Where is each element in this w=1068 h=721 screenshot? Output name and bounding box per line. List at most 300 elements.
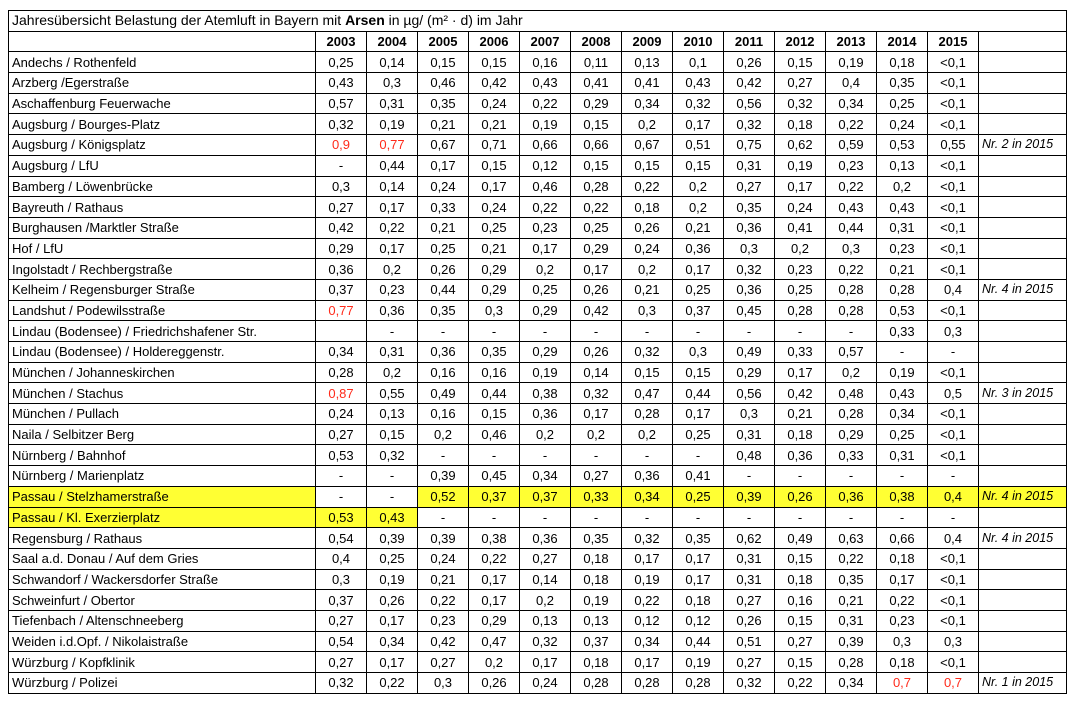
value-cell: 0,37 — [316, 279, 367, 300]
value-cell: 0,2 — [520, 424, 571, 445]
value-cell: 0,53 — [316, 445, 367, 466]
ranking-note-cell — [979, 73, 1067, 94]
value-cell: 0,13 — [520, 610, 571, 631]
value-cell: 0,45 — [469, 466, 520, 487]
value-cell: 0,39 — [367, 528, 418, 549]
location-cell: Nürnberg / Marienplatz — [9, 466, 316, 487]
value-cell: 0,41 — [775, 217, 826, 238]
value-cell: 0,38 — [520, 383, 571, 404]
ranking-note-cell — [979, 610, 1067, 631]
value-cell: 0,87 — [316, 383, 367, 404]
value-cell: 0,3 — [724, 404, 775, 425]
value-cell: 0,15 — [571, 155, 622, 176]
value-cell: 0,18 — [571, 569, 622, 590]
value-cell: 0,26 — [418, 259, 469, 280]
location-cell: Lindau (Bodensee) / Holdereggenstr. — [9, 342, 316, 363]
value-cell: 0,24 — [520, 673, 571, 694]
value-cell: 0,3 — [622, 300, 673, 321]
value-cell: - — [877, 507, 928, 528]
value-cell: 0,22 — [826, 548, 877, 569]
value-cell: 0,66 — [571, 135, 622, 156]
value-cell: 0,28 — [775, 300, 826, 321]
value-cell: 0,18 — [622, 197, 673, 218]
location-cell: Bayreuth / Rathaus — [9, 197, 316, 218]
value-cell: 0,32 — [724, 673, 775, 694]
table-row — [9, 673, 1067, 694]
value-cell: 0,31 — [724, 155, 775, 176]
ranking-note-cell: Nr. 4 in 2015 — [979, 279, 1067, 300]
table-row — [9, 135, 1067, 156]
value-cell: 0,28 — [622, 673, 673, 694]
value-cell: 0,3 — [316, 176, 367, 197]
value-cell: 0,22 — [622, 176, 673, 197]
table-row — [9, 321, 1067, 342]
value-cell: - — [622, 321, 673, 342]
value-cell: 0,71 — [469, 135, 520, 156]
value-cell: 0,29 — [571, 238, 622, 259]
value-cell: 0,53 — [316, 507, 367, 528]
value-cell: 0,45 — [724, 300, 775, 321]
value-cell: 0,27 — [520, 548, 571, 569]
location-cell: Landshut / Podewilsstraße — [9, 300, 316, 321]
value-cell: 0,21 — [673, 217, 724, 238]
value-cell: 0,34 — [622, 631, 673, 652]
value-cell: 0,22 — [622, 590, 673, 611]
value-cell: 0,33 — [571, 486, 622, 507]
value-cell: 0,25 — [469, 217, 520, 238]
value-cell: 0,23 — [418, 610, 469, 631]
value-cell: 0,22 — [571, 197, 622, 218]
value-cell: 0,14 — [571, 362, 622, 383]
value-cell: <0,1 — [928, 73, 979, 94]
value-cell: 0,62 — [775, 135, 826, 156]
value-cell: 0,35 — [724, 197, 775, 218]
value-cell: 0,44 — [469, 383, 520, 404]
value-cell: 0,48 — [826, 383, 877, 404]
value-cell: 0,21 — [469, 238, 520, 259]
value-cell: 0,25 — [673, 279, 724, 300]
value-cell: 0,22 — [520, 93, 571, 114]
value-cell: - — [724, 321, 775, 342]
value-cell: 0,42 — [418, 631, 469, 652]
value-cell: <0,1 — [928, 445, 979, 466]
value-cell: 0,32 — [367, 445, 418, 466]
value-cell: 0,2 — [877, 176, 928, 197]
value-cell: 0,31 — [877, 217, 928, 238]
value-cell: 0,16 — [418, 404, 469, 425]
value-cell: 0,25 — [316, 52, 367, 73]
value-cell: 0,46 — [520, 176, 571, 197]
value-cell: 0,18 — [877, 52, 928, 73]
ranking-note-cell — [979, 590, 1067, 611]
value-cell: 0,15 — [673, 362, 724, 383]
value-cell: - — [520, 445, 571, 466]
ranking-note-cell — [979, 445, 1067, 466]
value-cell: 0,51 — [724, 631, 775, 652]
value-cell: 0,24 — [418, 176, 469, 197]
value-cell: 0,27 — [775, 631, 826, 652]
value-cell: 0,15 — [775, 52, 826, 73]
value-cell: 0,27 — [316, 424, 367, 445]
location-cell: München / Stachus — [9, 383, 316, 404]
value-cell: 0,31 — [724, 424, 775, 445]
value-cell: 0,18 — [775, 114, 826, 135]
value-cell: - — [418, 321, 469, 342]
value-cell: 0,14 — [520, 569, 571, 590]
value-cell: 0,26 — [775, 486, 826, 507]
value-cell: 0,23 — [520, 217, 571, 238]
value-cell: 0,16 — [469, 362, 520, 383]
table-row — [9, 610, 1067, 631]
year-header: 2013 — [826, 31, 877, 52]
value-cell: 0,27 — [316, 197, 367, 218]
value-cell: 0,28 — [622, 404, 673, 425]
value-cell: 0,38 — [469, 528, 520, 549]
value-cell: 0,2 — [622, 259, 673, 280]
value-cell: 0,21 — [469, 114, 520, 135]
value-cell: 0,2 — [520, 259, 571, 280]
value-cell: 0,25 — [520, 279, 571, 300]
year-header: 2010 — [673, 31, 724, 52]
value-cell: 0,37 — [520, 486, 571, 507]
table-row — [9, 507, 1067, 528]
location-cell: Augsburg / Königsplatz — [9, 135, 316, 156]
location-cell: Saal a.d. Donau / Auf dem Gries — [9, 548, 316, 569]
value-cell: 0,3 — [724, 238, 775, 259]
table-row — [9, 652, 1067, 673]
value-cell: 0,22 — [826, 114, 877, 135]
value-cell: 0,25 — [775, 279, 826, 300]
value-cell: 0,16 — [775, 590, 826, 611]
location-cell: Regensburg / Rathaus — [9, 528, 316, 549]
value-cell: 0,36 — [520, 404, 571, 425]
header-location-blank — [9, 31, 316, 52]
ranking-note-cell — [979, 300, 1067, 321]
value-cell: 0,13 — [877, 155, 928, 176]
location-cell: Passau / Stelzhamerstraße — [9, 486, 316, 507]
value-cell: - — [928, 342, 979, 363]
value-cell: 0,57 — [316, 93, 367, 114]
value-cell: 0,28 — [826, 404, 877, 425]
value-cell: 0,41 — [622, 73, 673, 94]
value-cell: 0,15 — [622, 155, 673, 176]
value-cell: 0,22 — [520, 197, 571, 218]
ranking-note-cell — [979, 217, 1067, 238]
value-cell: 0,43 — [316, 73, 367, 94]
value-cell: <0,1 — [928, 569, 979, 590]
value-cell: - — [826, 466, 877, 487]
value-cell: 0,12 — [622, 610, 673, 631]
value-cell: 0,49 — [775, 528, 826, 549]
value-cell: 0,32 — [775, 93, 826, 114]
ranking-note-cell — [979, 362, 1067, 383]
value-cell: - — [316, 466, 367, 487]
table-row — [9, 548, 1067, 569]
value-cell: 0,25 — [418, 238, 469, 259]
value-cell: 0,39 — [418, 528, 469, 549]
value-cell: 0,29 — [469, 259, 520, 280]
value-cell: 0,32 — [724, 259, 775, 280]
table-row — [9, 176, 1067, 197]
value-cell: 0,55 — [367, 383, 418, 404]
value-cell: 0,28 — [673, 673, 724, 694]
value-cell — [316, 321, 367, 342]
value-cell: 0,53 — [877, 300, 928, 321]
table-row — [9, 114, 1067, 135]
value-cell: 0,57 — [826, 342, 877, 363]
value-cell: 0,26 — [724, 610, 775, 631]
value-cell: 0,2 — [418, 424, 469, 445]
value-cell: - — [673, 507, 724, 528]
value-cell: <0,1 — [928, 259, 979, 280]
value-cell: 0,34 — [316, 342, 367, 363]
value-cell: 0,27 — [724, 176, 775, 197]
value-cell: 0,15 — [622, 362, 673, 383]
value-cell: - — [469, 445, 520, 466]
value-cell: 0,2 — [775, 238, 826, 259]
table-row — [9, 631, 1067, 652]
value-cell: 0,3 — [826, 238, 877, 259]
value-cell: 0,17 — [367, 610, 418, 631]
value-cell: 0,22 — [826, 176, 877, 197]
value-cell: 0,26 — [724, 52, 775, 73]
value-cell: 0,26 — [367, 590, 418, 611]
value-cell: 0,28 — [826, 300, 877, 321]
table-row — [9, 486, 1067, 507]
value-cell: 0,2 — [571, 424, 622, 445]
value-cell: <0,1 — [928, 114, 979, 135]
ranking-note-cell — [979, 507, 1067, 528]
value-cell: 0,27 — [316, 610, 367, 631]
header-note-blank — [979, 31, 1067, 52]
value-cell: <0,1 — [928, 362, 979, 383]
value-cell: 0,36 — [724, 279, 775, 300]
value-cell: 0,37 — [673, 300, 724, 321]
value-cell: 0,23 — [826, 155, 877, 176]
value-cell: 0,34 — [367, 631, 418, 652]
value-cell: 0,3 — [928, 631, 979, 652]
value-cell: 0,44 — [418, 279, 469, 300]
value-cell: 0,51 — [673, 135, 724, 156]
value-cell: 0,29 — [826, 424, 877, 445]
value-cell: 0,15 — [469, 155, 520, 176]
year-header: 2007 — [520, 31, 571, 52]
value-cell: 0,52 — [418, 486, 469, 507]
table-row — [9, 73, 1067, 94]
value-cell: 0,16 — [418, 362, 469, 383]
table-row — [9, 279, 1067, 300]
value-cell: 0,43 — [826, 197, 877, 218]
value-cell: 0,25 — [571, 217, 622, 238]
value-cell: 0,3 — [877, 631, 928, 652]
value-cell: 0,21 — [418, 114, 469, 135]
value-cell: 0,26 — [469, 673, 520, 694]
value-cell: 0,56 — [724, 93, 775, 114]
value-cell: 0,77 — [367, 135, 418, 156]
ranking-note-cell — [979, 197, 1067, 218]
value-cell: 0,36 — [418, 342, 469, 363]
value-cell: <0,1 — [928, 217, 979, 238]
value-cell: 0,42 — [316, 217, 367, 238]
location-cell: Schwandorf / Wackersdorfer Straße — [9, 569, 316, 590]
value-cell: 0,17 — [520, 238, 571, 259]
value-cell: 0,75 — [724, 135, 775, 156]
value-cell: 0,2 — [367, 362, 418, 383]
value-cell: 0,37 — [571, 631, 622, 652]
value-cell: 0,36 — [775, 445, 826, 466]
value-cell: 0,17 — [469, 569, 520, 590]
year-header: 2014 — [877, 31, 928, 52]
value-cell: 0,19 — [367, 114, 418, 135]
value-cell: 0,4 — [826, 73, 877, 94]
value-cell: 0,29 — [571, 93, 622, 114]
value-cell: 0,15 — [367, 424, 418, 445]
value-cell: 0,66 — [877, 528, 928, 549]
value-cell: 0,5 — [928, 383, 979, 404]
table-row — [9, 300, 1067, 321]
table-row — [9, 404, 1067, 425]
title-prefix: Jahresübersicht Belastung der Atemluft in Bayern mit — [12, 12, 346, 29]
table-title — [9, 11, 1067, 32]
value-cell: 0,18 — [775, 424, 826, 445]
year-header: 2006 — [469, 31, 520, 52]
ranking-note-cell — [979, 238, 1067, 259]
value-cell: <0,1 — [928, 404, 979, 425]
value-cell: 0,15 — [673, 155, 724, 176]
value-cell: 0,15 — [775, 652, 826, 673]
value-cell: 0,15 — [469, 52, 520, 73]
value-cell: - — [775, 321, 826, 342]
value-cell: 0,19 — [622, 569, 673, 590]
ranking-note-cell: Nr. 4 in 2015 — [979, 486, 1067, 507]
location-cell: Weiden i.d.Opf. / Nikolaistraße — [9, 631, 316, 652]
ranking-note-cell: Nr. 4 in 2015 — [979, 528, 1067, 549]
value-cell: 0,32 — [316, 114, 367, 135]
value-cell: 0,55 — [928, 135, 979, 156]
value-cell: 0,4 — [928, 486, 979, 507]
value-cell: 0,35 — [469, 342, 520, 363]
value-cell: 0,17 — [571, 259, 622, 280]
value-cell: 0,17 — [673, 404, 724, 425]
value-cell: 0,27 — [571, 466, 622, 487]
year-header: 2011 — [724, 31, 775, 52]
value-cell: 0,17 — [367, 238, 418, 259]
value-cell: 0,9 — [316, 135, 367, 156]
value-cell: 0,34 — [622, 486, 673, 507]
table-row — [9, 238, 1067, 259]
value-cell: 0,17 — [520, 652, 571, 673]
value-cell: 0,17 — [367, 652, 418, 673]
value-cell: 0,17 — [673, 114, 724, 135]
value-cell: 0,35 — [571, 528, 622, 549]
value-cell: 0,23 — [877, 610, 928, 631]
ranking-note-cell — [979, 52, 1067, 73]
value-cell: 0,32 — [622, 342, 673, 363]
value-cell: 0,38 — [877, 486, 928, 507]
value-cell: 0,66 — [520, 135, 571, 156]
value-cell: 0,35 — [673, 528, 724, 549]
value-cell: 0,24 — [469, 197, 520, 218]
value-cell: <0,1 — [928, 155, 979, 176]
value-cell: 0,33 — [418, 197, 469, 218]
value-cell: 0,31 — [367, 342, 418, 363]
value-cell: 0,17 — [367, 197, 418, 218]
value-cell: 0,43 — [520, 73, 571, 94]
value-cell: 0,39 — [826, 631, 877, 652]
value-cell: 0,15 — [469, 404, 520, 425]
value-cell: - — [418, 445, 469, 466]
location-cell: Hof / LfU — [9, 238, 316, 259]
value-cell: 0,25 — [877, 424, 928, 445]
value-cell: 0,44 — [826, 217, 877, 238]
location-cell: Arzberg /Egerstraße — [9, 73, 316, 94]
value-cell: 0,17 — [877, 569, 928, 590]
value-cell: 0,42 — [724, 73, 775, 94]
value-cell: 0,18 — [673, 590, 724, 611]
value-cell: 0,26 — [622, 217, 673, 238]
location-cell: Burghausen /Marktler Straße — [9, 217, 316, 238]
value-cell: 0,37 — [469, 486, 520, 507]
value-cell: 0,22 — [826, 259, 877, 280]
value-cell: 0,35 — [877, 73, 928, 94]
value-cell: - — [520, 321, 571, 342]
value-cell: 0,23 — [367, 279, 418, 300]
value-cell: 0,27 — [724, 590, 775, 611]
table-row — [9, 259, 1067, 280]
value-cell: 0,29 — [520, 300, 571, 321]
value-cell: - — [418, 507, 469, 528]
value-cell: 0,48 — [724, 445, 775, 466]
value-cell: 0,16 — [520, 52, 571, 73]
value-cell: - — [775, 507, 826, 528]
value-cell: 0,24 — [316, 404, 367, 425]
year-header-row — [9, 31, 1067, 52]
year-header: 2004 — [367, 31, 418, 52]
value-cell: 0,46 — [469, 424, 520, 445]
value-cell: - — [571, 445, 622, 466]
value-cell: 0,24 — [622, 238, 673, 259]
value-cell: 0,18 — [571, 652, 622, 673]
title-substance: Arsen — [345, 12, 385, 29]
value-cell: 0,54 — [316, 528, 367, 549]
arsenic-annual-table-container — [8, 10, 1067, 694]
value-cell: 0,15 — [775, 610, 826, 631]
value-cell: 0,23 — [877, 238, 928, 259]
value-cell: 0,33 — [877, 321, 928, 342]
value-cell: 0,18 — [877, 652, 928, 673]
ranking-note-cell — [979, 155, 1067, 176]
location-cell: Tiefenbach / Altenschneeberg — [9, 610, 316, 631]
value-cell: <0,1 — [928, 52, 979, 73]
value-cell: 0,4 — [928, 279, 979, 300]
value-cell: 0,32 — [571, 383, 622, 404]
value-cell: - — [775, 466, 826, 487]
value-cell: 0,21 — [418, 217, 469, 238]
value-cell: 0,2 — [367, 259, 418, 280]
value-cell: 0,28 — [826, 652, 877, 673]
value-cell: 0,13 — [571, 610, 622, 631]
value-cell: 0,43 — [367, 507, 418, 528]
value-cell: 0,67 — [622, 135, 673, 156]
year-header: 2012 — [775, 31, 826, 52]
value-cell: 0,14 — [367, 52, 418, 73]
value-cell: 0,18 — [571, 548, 622, 569]
value-cell: 0,36 — [673, 238, 724, 259]
value-cell: 0,31 — [826, 610, 877, 631]
value-cell: 0,4 — [316, 548, 367, 569]
value-cell: 0,26 — [571, 342, 622, 363]
value-cell: 0,27 — [418, 652, 469, 673]
